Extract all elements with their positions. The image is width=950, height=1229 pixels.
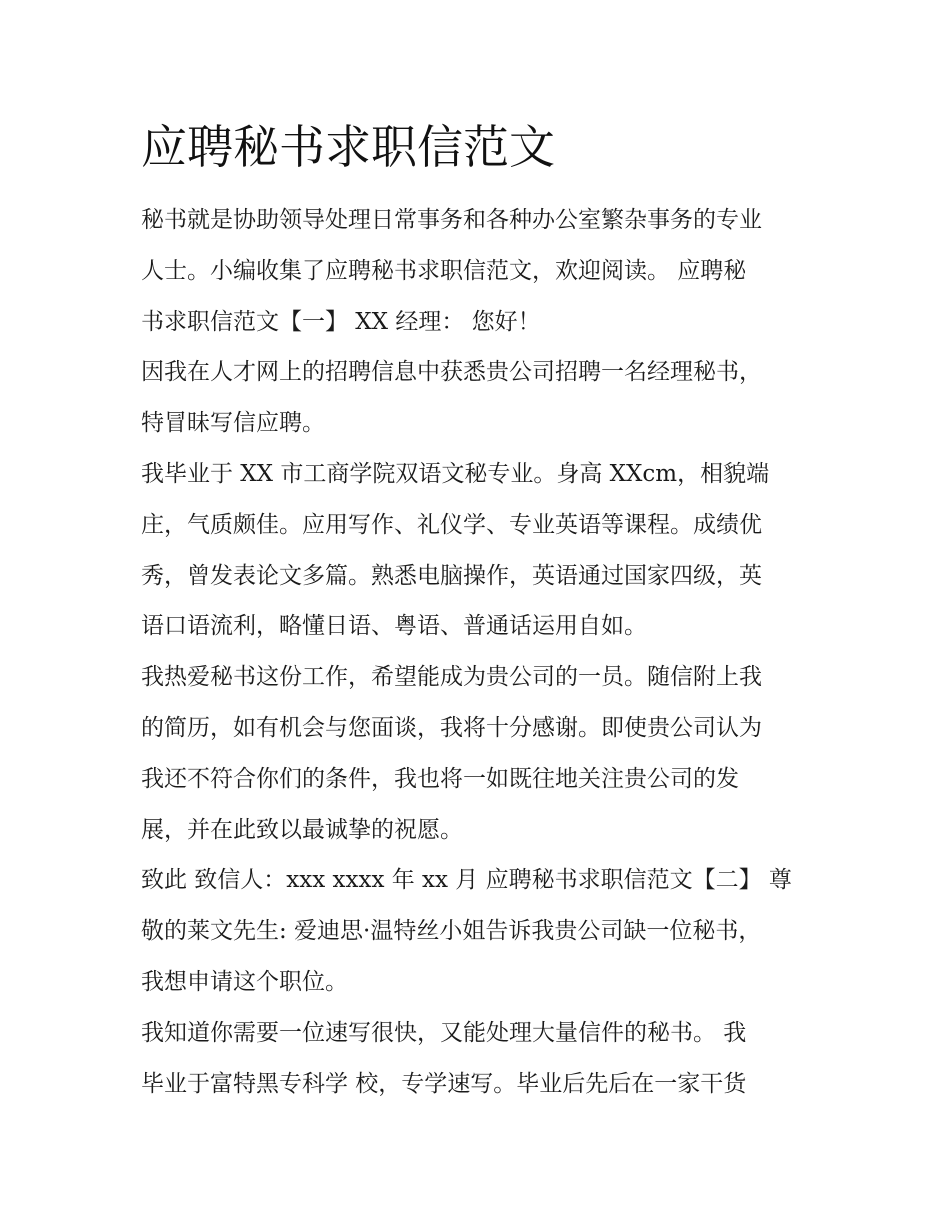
text-line: 敬的莱文先生: 爱迪思·温特丝小姐告诉我贵公司缺一位秘书， — [141, 918, 762, 945]
document-body — [141, 112, 813, 1109]
text-line: 致此 致信人：xxx xxxx 年 xx 月 应聘秘书求职信范文【二】 尊 — [141, 867, 792, 894]
text-line: 秀，曾发表论文多篇。熟悉电脑操作，英语通过国家四级，英 — [141, 562, 762, 589]
text-line: 语口语流利，略懂日语、粤语、普通话运用自如。 — [141, 613, 647, 640]
text-line: 的简历，如有机会与您面谈，我将十分感谢。即使贵公司认为 — [141, 714, 762, 741]
text-line: 特冒昧写信应聘。 — [141, 410, 325, 437]
text-line: 我想申请这个职位。 — [141, 968, 348, 995]
text-line: 我毕业于 XX 市工商学院双语文秘专业。身高 XXcm，相貌端 — [141, 460, 770, 487]
text-line: 毕业于富特黑专科学 校，专学速写。毕业后先后在一家干货 — [141, 1070, 747, 1097]
document-title: 应聘秘书求职信范文 — [141, 120, 555, 174]
text-line: 我热爱秘书这份工作，希望能成为贵公司的一员。随信附上我 — [141, 664, 762, 691]
text-line: 人士。小编收集了应聘秘书求职信范文，欢迎阅读。 应聘秘 — [141, 257, 747, 284]
text-line: 庄，气质颇佳。应用写作、礼仪学、专业英语等课程。成绩优 — [141, 511, 762, 538]
text-line: 展，并在此致以最诚挚的祝愿。 — [141, 816, 463, 843]
text-line: 秘书就是协助领导处理日常事务和各种办公室繁杂事务的专业 — [141, 207, 762, 233]
text-line: 我还不符合你们的条件，我也将一如既往地关注贵公司的发 — [141, 765, 739, 792]
text-line: 因我在人才网上的招聘信息中获悉贵公司招聘一名经理秘书， — [141, 359, 762, 386]
document-text — [141, 195, 813, 1109]
text-line: 书求职信范文【一】 XX 经理： 您好！ — [141, 308, 541, 335]
text-line: 我知道你需要一位速写很快，又能处理大量信件的秘书。 我 — [141, 1019, 747, 1046]
